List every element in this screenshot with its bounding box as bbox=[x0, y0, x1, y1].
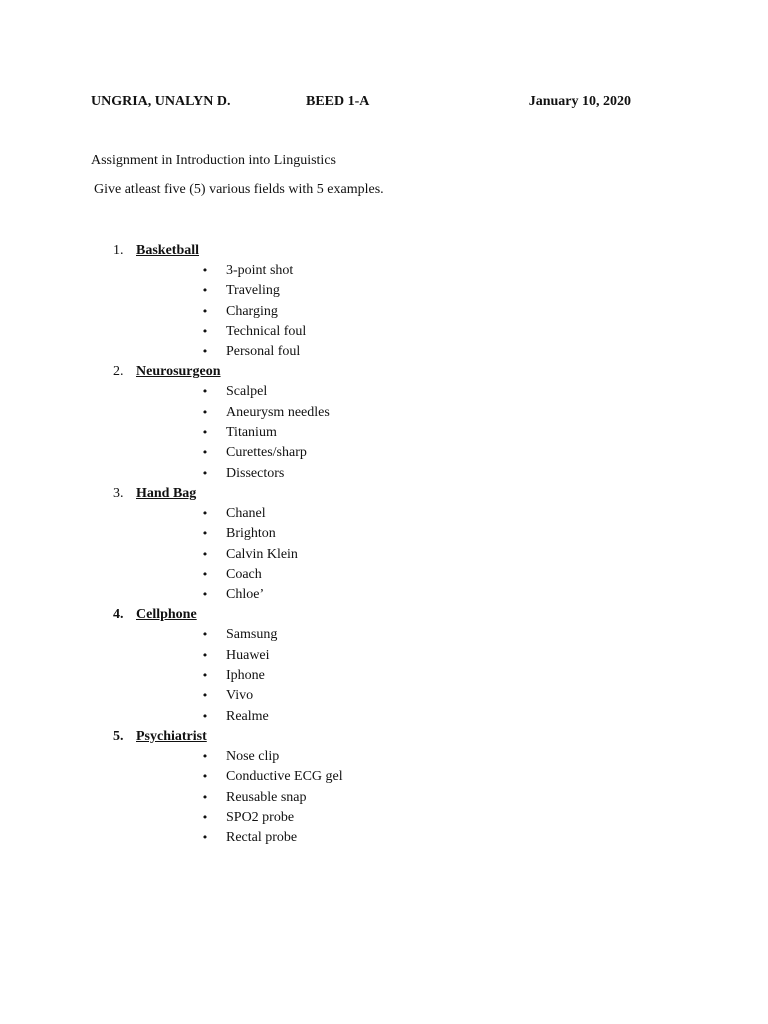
bullet-icon: • bbox=[201, 284, 209, 298]
bullet-icon: • bbox=[201, 749, 209, 763]
bullet-icon: • bbox=[201, 324, 209, 338]
course-section: BEED 1-A bbox=[306, 94, 370, 109]
field-number: 2. bbox=[113, 364, 124, 380]
example-text: Huawei bbox=[226, 647, 270, 663]
document-header bbox=[91, 94, 631, 114]
example-text: Realme bbox=[226, 708, 269, 724]
examples-list bbox=[0, 504, 768, 605]
bullet-icon: • bbox=[201, 345, 209, 359]
bullet-icon: • bbox=[201, 466, 209, 480]
bullet-icon: • bbox=[201, 790, 209, 804]
fields-list bbox=[0, 241, 768, 848]
example-item bbox=[0, 261, 768, 281]
bullet-icon: • bbox=[201, 567, 209, 581]
bullet-icon: • bbox=[201, 506, 209, 520]
field-number: 3. bbox=[113, 485, 124, 501]
example-item bbox=[0, 403, 768, 423]
field-heading bbox=[0, 241, 768, 261]
bullet-icon: • bbox=[201, 405, 209, 419]
example-text: Coach bbox=[226, 566, 262, 582]
example-item bbox=[0, 585, 768, 605]
example-text: Chloe’ bbox=[226, 587, 265, 603]
examples-list bbox=[0, 625, 768, 726]
assignment-title: Assignment in Introduction into Linguistics bbox=[91, 153, 336, 168]
example-text: SPO2 probe bbox=[226, 809, 295, 825]
field-heading bbox=[0, 727, 768, 747]
example-text: 3-point shot bbox=[226, 263, 294, 278]
bullet-icon: • bbox=[201, 446, 209, 460]
assignment-instruction: Give atleast five (5) various fields with 5 examples. bbox=[94, 182, 384, 197]
example-text: Samsung bbox=[226, 627, 278, 643]
example-item bbox=[0, 302, 768, 322]
example-item bbox=[0, 504, 768, 524]
field-heading bbox=[0, 362, 768, 382]
field-name: Neurosurgeon bbox=[136, 364, 221, 380]
example-item bbox=[0, 464, 768, 484]
example-text: Chanel bbox=[226, 505, 266, 521]
bullet-icon: • bbox=[201, 588, 209, 602]
bullet-icon: • bbox=[201, 385, 209, 399]
field-name: Psychiatrist bbox=[136, 728, 207, 744]
bullet-icon: • bbox=[201, 426, 209, 440]
example-item bbox=[0, 828, 768, 848]
example-item bbox=[0, 443, 768, 463]
example-text: Aneurysm needles bbox=[226, 404, 330, 420]
example-text: Personal foul bbox=[226, 344, 301, 360]
example-text: Iphone bbox=[226, 668, 265, 684]
bullet-icon: • bbox=[201, 527, 209, 541]
example-item bbox=[0, 707, 768, 727]
example-text: Titanium bbox=[226, 425, 277, 441]
examples-list bbox=[0, 382, 768, 483]
example-item bbox=[0, 666, 768, 686]
field-item bbox=[0, 241, 768, 362]
bullet-icon: • bbox=[201, 648, 209, 662]
bullet-icon: • bbox=[201, 689, 209, 703]
example-item bbox=[0, 342, 768, 362]
bullet-icon: • bbox=[201, 669, 209, 683]
example-text: Vivo bbox=[226, 688, 254, 704]
example-item bbox=[0, 767, 768, 787]
field-item bbox=[0, 484, 768, 605]
bullet-icon: • bbox=[201, 770, 209, 784]
example-text: Technical foul bbox=[226, 323, 307, 339]
field-heading bbox=[0, 605, 768, 625]
example-item bbox=[0, 565, 768, 585]
example-item bbox=[0, 281, 768, 301]
example-text: Brighton bbox=[226, 526, 276, 542]
example-text: Scalpel bbox=[226, 384, 268, 400]
field-item bbox=[0, 727, 768, 848]
example-item bbox=[0, 382, 768, 402]
example-text: Conductive ECG gel bbox=[226, 769, 343, 785]
example-item bbox=[0, 747, 768, 767]
bullet-icon: • bbox=[201, 547, 209, 561]
field-name: Cellphone bbox=[136, 607, 197, 623]
example-text: Charging bbox=[226, 303, 278, 319]
example-item bbox=[0, 646, 768, 666]
document-date: January 10, 2020 bbox=[528, 94, 631, 109]
example-item bbox=[0, 788, 768, 808]
example-item bbox=[0, 423, 768, 443]
bullet-icon: • bbox=[201, 628, 209, 642]
bullet-icon: • bbox=[201, 810, 209, 824]
example-item bbox=[0, 808, 768, 828]
example-item bbox=[0, 524, 768, 544]
example-text: Rectal probe bbox=[226, 830, 298, 846]
field-number: 4. bbox=[113, 607, 124, 623]
field-item bbox=[0, 605, 768, 726]
student-name: UNGRIA, UNALYN D. bbox=[91, 94, 231, 109]
field-number: 5. bbox=[113, 728, 124, 744]
example-text: Calvin Klein bbox=[226, 546, 298, 562]
field-heading bbox=[0, 484, 768, 504]
example-text: Traveling bbox=[226, 283, 280, 299]
example-item bbox=[0, 686, 768, 706]
example-item bbox=[0, 322, 768, 342]
field-item bbox=[0, 362, 768, 483]
examples-list bbox=[0, 261, 768, 362]
example-item bbox=[0, 625, 768, 645]
bullet-icon: • bbox=[201, 709, 209, 723]
example-text: Curettes/sharp bbox=[226, 445, 307, 461]
example-item bbox=[0, 545, 768, 565]
example-text: Dissectors bbox=[226, 465, 285, 481]
bullet-icon: • bbox=[201, 264, 209, 277]
examples-list bbox=[0, 747, 768, 848]
bullet-icon: • bbox=[201, 831, 209, 845]
field-name: Basketball bbox=[136, 243, 200, 258]
example-text: Reusable snap bbox=[226, 789, 307, 805]
field-name: Hand Bag bbox=[136, 485, 197, 501]
field-number: 1. bbox=[113, 243, 124, 258]
example-text: Nose clip bbox=[226, 748, 280, 764]
bullet-icon: • bbox=[201, 304, 209, 318]
